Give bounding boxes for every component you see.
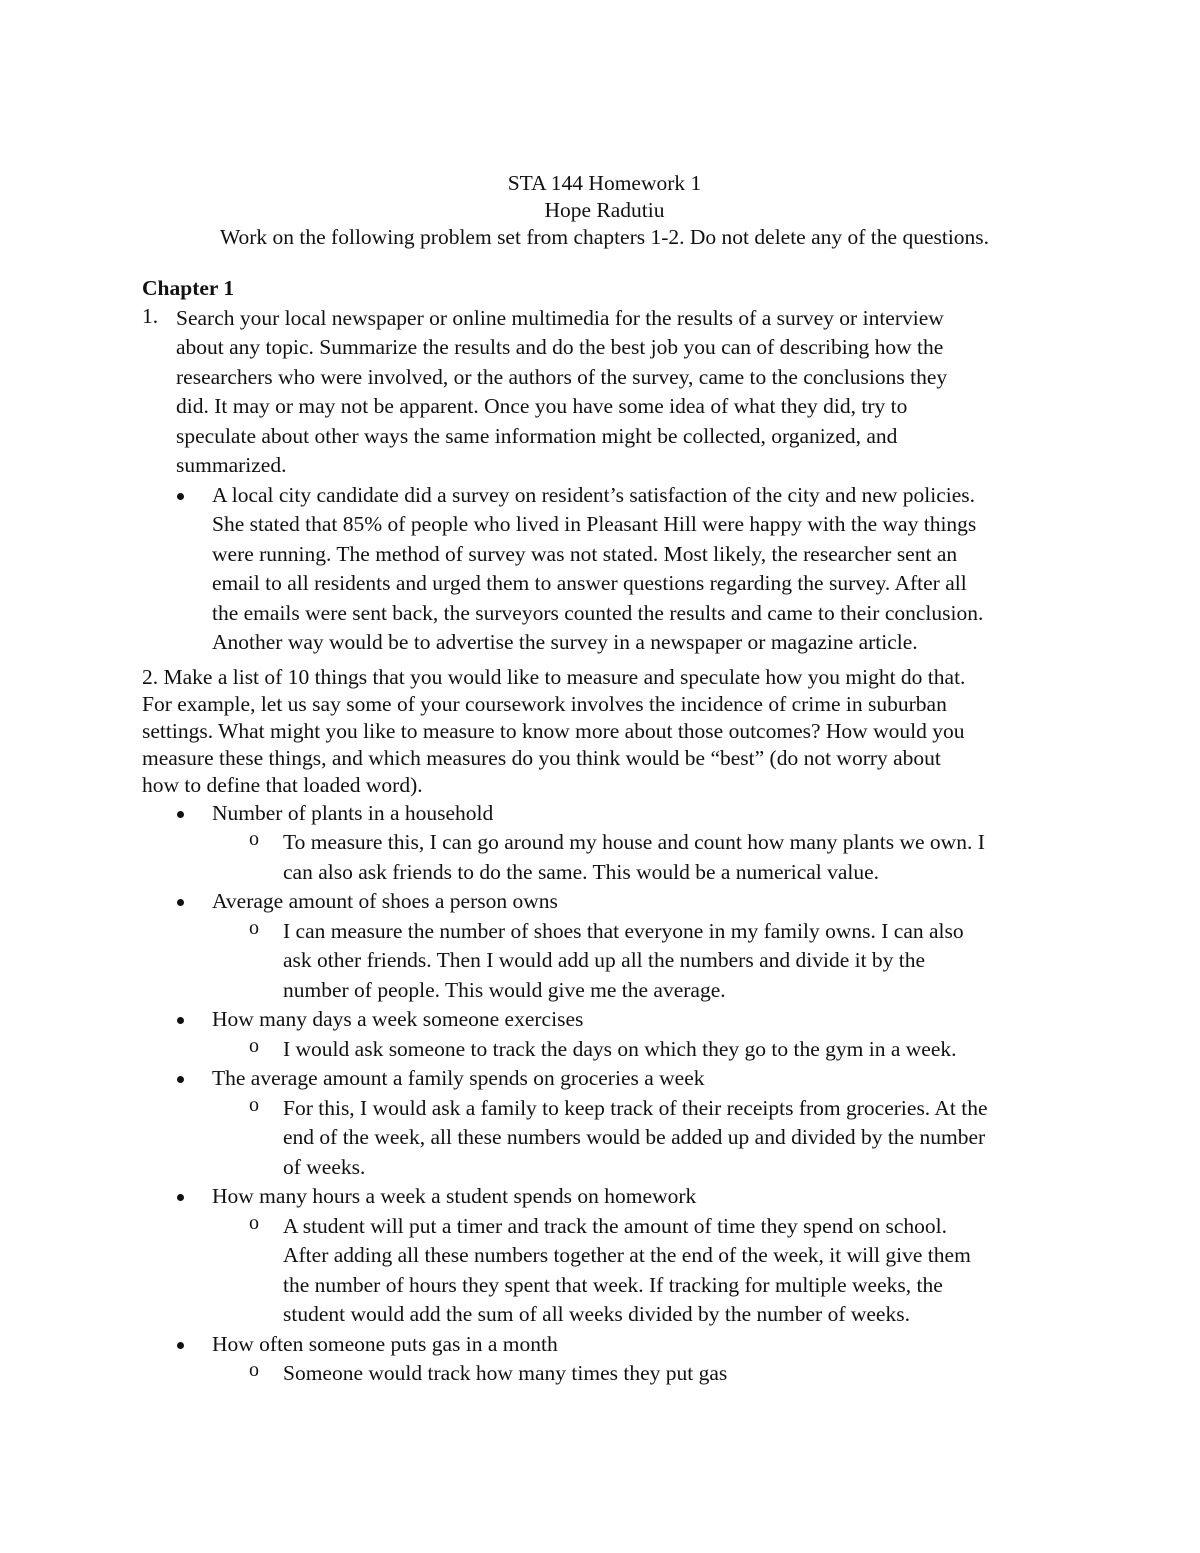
question-line: measure these things, and which measures do you think would be “best” (do not worry about [142,745,941,770]
bullet-icon [177,1342,184,1349]
sub-item-line: After adding all these numbers together at the end of the week, it will give them [283,1243,971,1267]
list-item [142,1330,1067,1360]
list-item-label: How many days a week someone exercises [212,1007,584,1031]
bullet-icon [177,1194,184,1201]
question-line: speculate about other ways the same information might be collected, organized, and [176,423,898,448]
question-line: 2. Make a list of 10 things that you would like to measure and speculate how you might do that. [142,664,966,689]
sub-item-line: I can measure the number of shoes that everyone in my family owns. I can also [283,918,964,943]
sub-list-item [142,828,1067,887]
list-item [142,799,1067,829]
answer-line: She stated that 85% of people who lived in Pleasant Hill were happy with the way things [212,512,977,536]
instructions: Work on the following problem set from chapters 1-2. Do not delete any of the questions. [219,225,990,249]
bullet-icon [177,1076,184,1083]
sub-item-line: Someone would track how many times they put gas [283,1361,728,1385]
circle-bullet-icon: o [249,1034,259,1057]
question-line: researchers who were involved, or the authors of the survey, came to the conclusions they [176,364,948,389]
spacer [142,251,1067,274]
sub-item-line: of weeks. [283,1154,366,1179]
circle-bullet-icon: o [249,916,259,939]
question-line: about any topic. Summarize the results and do the best job you can of describing how the [176,335,944,359]
document-title: STA 144 Homework 1 [507,171,702,195]
circle-bullet-icon: o [249,828,259,850]
answer-line: A local city candidate did a survey on resident’s satisfaction of the city and new policies. [212,482,976,507]
question-line: Search your local newspaper or online multimedia for the results of a survey or interview [176,305,944,330]
answer-line: the emails were sent back, the surveyors counted the results and came to their conclusion. [212,600,984,625]
list-item-label: The average amount a family spends on groceries a week [212,1066,705,1090]
sub-list-item [142,917,1067,1006]
sub-item-line: student would add the sum of all weeks divided by the number of weeks. [283,1302,910,1326]
question-line: did. It may or may not be apparent. Once you have some idea of what they did, try to [176,394,908,418]
list-item [142,1005,1067,1035]
question-line: how to define that loaded word). [142,772,423,797]
sub-item-line: end of the week, all these numbers would be added up and divided by the number [283,1125,986,1149]
bullet-icon [177,811,184,818]
sub-item-line: I would ask someone to track the days on which they go to the gym in a week. [283,1036,957,1061]
sub-item-line: To measure this, I can go around my house and count how many plants we own. I [283,830,985,854]
bullet-icon [177,899,184,906]
list-item-label: Average amount of shoes a person owns [212,889,558,913]
circle-bullet-icon: o [249,1211,259,1234]
sub-item-line: ask other friends. Then I would add up all the numbers and divide it by the [283,948,926,972]
answer-bullet [142,481,1067,658]
list-item [142,1064,1067,1094]
question-2 [142,664,1067,799]
author-name: Hope Radutiu [544,198,665,222]
sub-item-line: A student will put a timer and track the amount of time they spend on school. [283,1213,947,1238]
sub-list-item [142,1094,1067,1183]
question-line: summarized. [176,453,287,477]
question-line: For example, let us say some of your coursework involves the incidence of crime in suburban [142,691,947,716]
chapter-heading: Chapter 1 [142,276,235,300]
sub-item-line: For this, I would ask a family to keep track of their receipts from groceries. At the [283,1095,988,1120]
question-1 [142,304,1067,481]
answer-line: email to all residents and urged them to answer questions regarding the survey. After all [212,571,967,595]
circle-bullet-icon: o [249,1093,259,1116]
document-page [142,170,1067,1389]
sub-item-line: number of people. This would give me the average. [283,977,726,1002]
list-item-label: How many hours a week a student spends on homework [212,1184,697,1208]
bullet-icon [177,1017,184,1024]
list-item [142,887,1067,917]
bullet-icon [177,493,184,500]
sub-list-item [142,1359,1067,1389]
circle-bullet-icon: o [249,1359,259,1381]
sub-item-line: the number of hours they spent that week. If tracking for multiple weeks, the [283,1272,943,1297]
list-item-label: How often someone puts gas in a month [212,1331,558,1356]
list-item [142,1182,1067,1212]
question-number: 1. [142,303,159,328]
question-line: settings. What might you like to measure to know more about those outcomes? How would you [142,718,965,743]
sub-list-item [142,1035,1067,1065]
sub-item-line: can also ask friends to do the same. This would be a numerical value. [283,859,880,884]
sub-list-item [142,1212,1067,1330]
answer-line: were running. The method of survey was not stated. Most likely, the researcher sent an [212,541,958,566]
list-item-label: Number of plants in a household [212,800,494,825]
answer-line: Another way would be to advertise the survey in a newspaper or magazine article. [212,630,918,654]
